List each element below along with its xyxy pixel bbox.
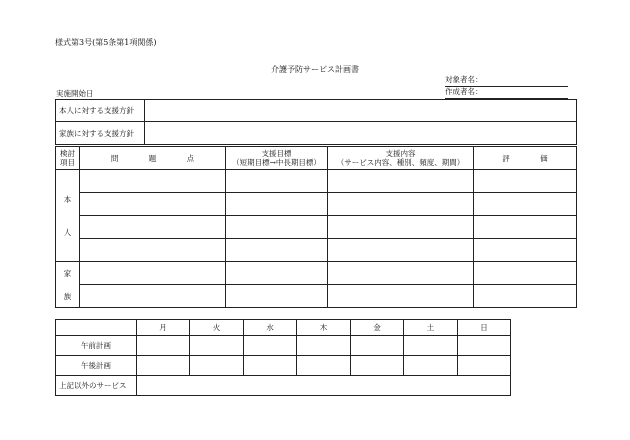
weekly-schedule-table [55,319,511,396]
table-row [56,262,577,285]
other-services-label: 上記以外のサービス [56,376,137,396]
afternoon-plan-row [56,356,511,376]
plan-cell[interactable] [226,193,328,216]
plan-cell[interactable] [328,216,474,239]
schedule-cell[interactable] [351,356,404,376]
day-header-wed: 水 [244,320,297,336]
plan-cell[interactable] [328,262,474,285]
plan-cell[interactable] [226,262,328,285]
plan-cell[interactable] [328,170,474,193]
plan-cell[interactable] [474,193,577,216]
creator-name-field[interactable] [445,88,568,99]
plan-cell[interactable] [474,285,577,308]
self-item-label: 本 人 [56,170,80,262]
schedule-cell[interactable] [404,336,458,356]
day-header-sun: 日 [458,320,511,336]
col-content-header: 支援内容 （サービス内容、種別、頻度、期間） [328,147,474,170]
schedule-corner-cell [56,320,137,336]
table-row [56,216,577,239]
other-services-cell[interactable] [137,376,511,396]
plan-cell[interactable] [80,262,226,285]
plan-cell[interactable] [80,170,226,193]
schedule-cell[interactable] [458,336,511,356]
day-header-tue: 火 [190,320,244,336]
day-header-mon: 月 [137,320,190,336]
schedule-cell[interactable] [137,336,190,356]
other-services-row [56,376,511,396]
plan-cell[interactable] [474,216,577,239]
plan-cell[interactable] [80,216,226,239]
table-row [56,193,577,216]
plan-cell[interactable] [474,262,577,285]
day-header-sat: 土 [404,320,458,336]
morning-plan-row [56,336,511,356]
schedule-cell[interactable] [244,356,297,376]
creator-name-label: 作成者名： [445,87,483,96]
table-row [56,170,577,193]
schedule-cell[interactable] [190,356,244,376]
day-header-fri: 金 [351,320,404,336]
morning-plan-label: 午前計画 [56,336,137,356]
col-problem-header: 問 題 点 [80,147,226,170]
family-policy-cell[interactable] [145,122,577,145]
afternoon-plan-label: 午後計画 [56,356,137,376]
col-goal-header: 支援目標 （短期目標→中長期目標） [226,147,328,170]
family-policy-label: 家族に対する支援方針 [56,122,145,145]
schedule-header-row [56,320,511,336]
plan-cell[interactable] [226,285,328,308]
schedule-cell[interactable] [297,336,351,356]
plan-cell[interactable] [80,193,226,216]
plan-cell[interactable] [328,193,474,216]
day-header-thu: 木 [297,320,351,336]
table-row [56,239,577,262]
schedule-cell[interactable] [404,356,458,376]
plan-cell[interactable] [226,216,328,239]
plan-table-header [56,147,577,170]
plan-cell[interactable] [80,239,226,262]
plan-cell[interactable] [328,285,474,308]
document-title: 介護予防サービス計画書 [271,65,359,74]
table-row [56,285,577,308]
schedule-cell[interactable] [297,356,351,376]
schedule-cell[interactable] [458,356,511,376]
schedule-cell[interactable] [190,336,244,356]
plan-cell[interactable] [474,170,577,193]
support-policy-table [55,99,577,145]
schedule-cell[interactable] [351,336,404,356]
subject-name-label: 対象者名： [445,75,483,84]
plan-cell[interactable] [226,239,328,262]
col-item-header: 検討 項目 [56,147,80,170]
service-plan-table [55,146,577,308]
plan-cell[interactable] [474,239,577,262]
schedule-cell[interactable] [244,336,297,356]
plan-cell[interactable] [226,170,328,193]
schedule-cell[interactable] [137,356,190,376]
start-date-label: 実施開始日 [56,89,94,98]
self-policy-label: 本人に対する支援方針 [56,100,145,122]
plan-cell[interactable] [80,285,226,308]
form-number: 様式第3号(第5条第1項関係) [55,38,157,47]
plan-cell[interactable] [328,239,474,262]
col-evaluation-header: 評 価 [474,147,577,170]
family-item-label: 家 族 [56,262,80,308]
self-policy-cell[interactable] [145,100,577,122]
